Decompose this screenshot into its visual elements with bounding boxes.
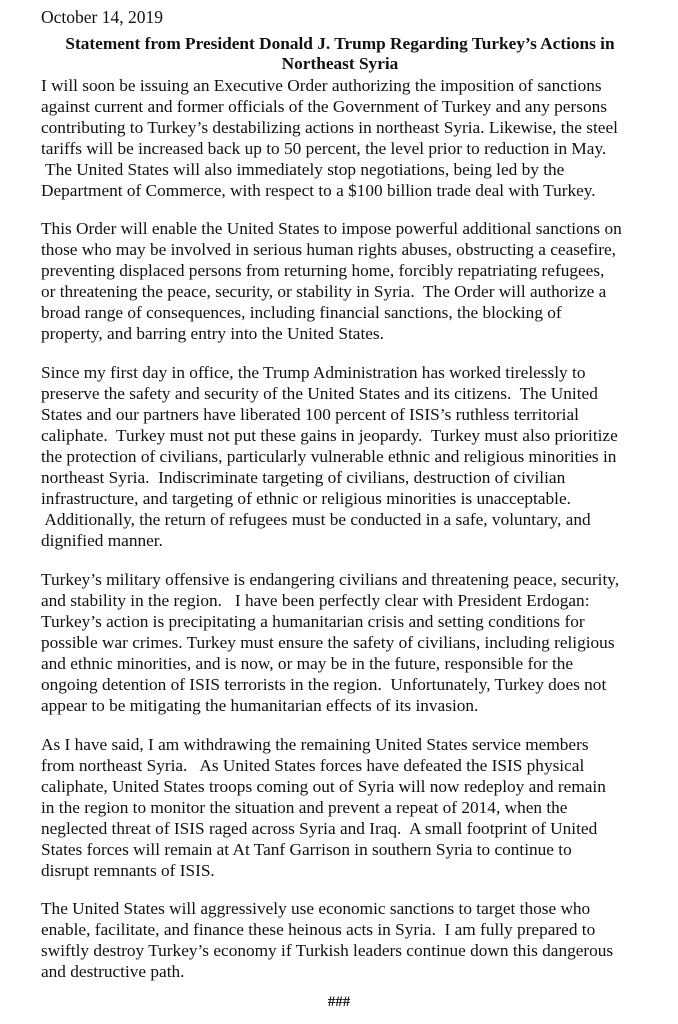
paragraph-line: infrastructure, and targeting of ethnic or religious minorities is unacceptable. xyxy=(41,489,571,508)
paragraph-line: enable, facilitate, and finance these heinous acts in Syria. I am fully prepared to xyxy=(41,920,596,939)
paragraph-line: I will soon be issuing an Executive Order authorizing the imposition of sanctions xyxy=(41,76,602,95)
paragraph-line: against current and former officials of the Government of Turkey and any persons xyxy=(41,97,607,116)
paragraph-line: or threatening the peace, security, or stability in Syria. The Order will authorize a xyxy=(41,282,607,301)
paragraph-line: tariffs will be increased back up to 50 percent, the level prior to reduction in May. xyxy=(41,139,607,158)
paragraph-line: ongoing detention of ISIS terrorists in the region. Unfortunately, Turkey does not xyxy=(41,675,607,694)
paragraph-line: As I have said, I am withdrawing the remaining United States service members xyxy=(41,735,589,754)
paragraph-line: in the region to monitor the situation and prevent a repeat of 2014, when the xyxy=(41,798,568,817)
paragraph-line: disrupt remnants of ISIS. xyxy=(41,861,215,880)
paragraph-line: caliphate. Turkey must not put these gains in jeopardy. Turkey must also prioritize xyxy=(41,426,618,445)
paragraph-line: dignified manner. xyxy=(41,531,163,550)
paragraph-line: northeast Syria. Indiscriminate targeting of civilians, destruction of civilian xyxy=(41,468,566,487)
paragraph-line: States and our partners have liberated 100 percent of ISIS’s ruthless territorial xyxy=(41,405,579,424)
paragraph-line: and ethnic minorities, and is now, or may be in the future, responsible for the xyxy=(41,654,574,673)
paragraph-line: The United States will also immediately stop negotiations, being led by the xyxy=(41,160,565,179)
paragraph-line: This Order will enable the United States to impose powerful additional sanctions on xyxy=(41,219,622,238)
paragraph-line: broad range of consequences, including financial sanctions, the blocking of xyxy=(41,303,562,322)
paragraph-line: Department of Commerce, with respect to a $100 billion trade deal with Turkey. xyxy=(41,181,596,200)
closing-mark: ### xyxy=(327,994,351,1010)
paragraph-line: The United States will aggressively use economic sanctions to target those who xyxy=(41,899,591,918)
statement-title-line: Statement from President Donald J. Trump Regarding Turkey’s Actions in xyxy=(65,34,615,53)
paragraph-line: States forces will remain at At Tanf Garrison in southern Syria to continue to xyxy=(41,840,572,859)
paragraph-line: property, and barring entry into the United States. xyxy=(41,324,384,343)
paragraph-line: appear to be mitigating the humanitarian effects of its invasion. xyxy=(41,696,479,715)
paragraph-line: preserve the safety and security of the United States and its citizens. The United xyxy=(41,384,598,403)
statement-title-line: Northeast Syria xyxy=(281,54,399,73)
paragraph-line: those who may be involved in serious human rights abuses, obstructing a ceasefire, xyxy=(41,240,616,259)
paragraph-line: preventing displaced persons from returning home, forcibly repatriating refugees, xyxy=(41,261,605,280)
paragraph-line: contributing to Turkey’s destabilizing actions in northeast Syria. Likewise, the steel xyxy=(41,118,618,137)
paragraph-line: caliphate, United States troops coming out of Syria will now redeploy and remain xyxy=(41,777,606,796)
paragraph-line: and destructive path. xyxy=(41,962,185,981)
paragraph-line: swiftly destroy Turkey’s economy if Turkish leaders continue down this dangerous xyxy=(41,941,614,960)
statement-date: October 14, 2019 xyxy=(41,7,163,27)
paragraph-line: Additionally, the return of refugees must be conducted in a safe, voluntary, and xyxy=(41,510,591,529)
paragraph-line: Turkey’s action is precipitating a humanitarian crisis and setting conditions for xyxy=(41,612,585,631)
paragraph-line: and stability in the region. I have been perfectly clear with President Erdogan: xyxy=(41,591,590,610)
paragraph-line: neglected threat of ISIS raged across Syria and Iraq. A small footprint of United xyxy=(41,819,598,838)
paragraph-line: possible war crimes. Turkey must ensure the safety of civilians, including religious xyxy=(41,633,615,652)
paragraph-line: Turkey’s military offensive is endangering civilians and threatening peace, security, xyxy=(41,570,620,589)
paragraph-line: the protection of civilians, particularly vulnerable ethnic and religious minorities in xyxy=(41,447,617,466)
paragraph-line: from northeast Syria. As United States forces have defeated the ISIS physical xyxy=(41,756,585,775)
paragraph-line: Since my first day in office, the Trump Administration has worked tirelessly to xyxy=(41,363,586,382)
